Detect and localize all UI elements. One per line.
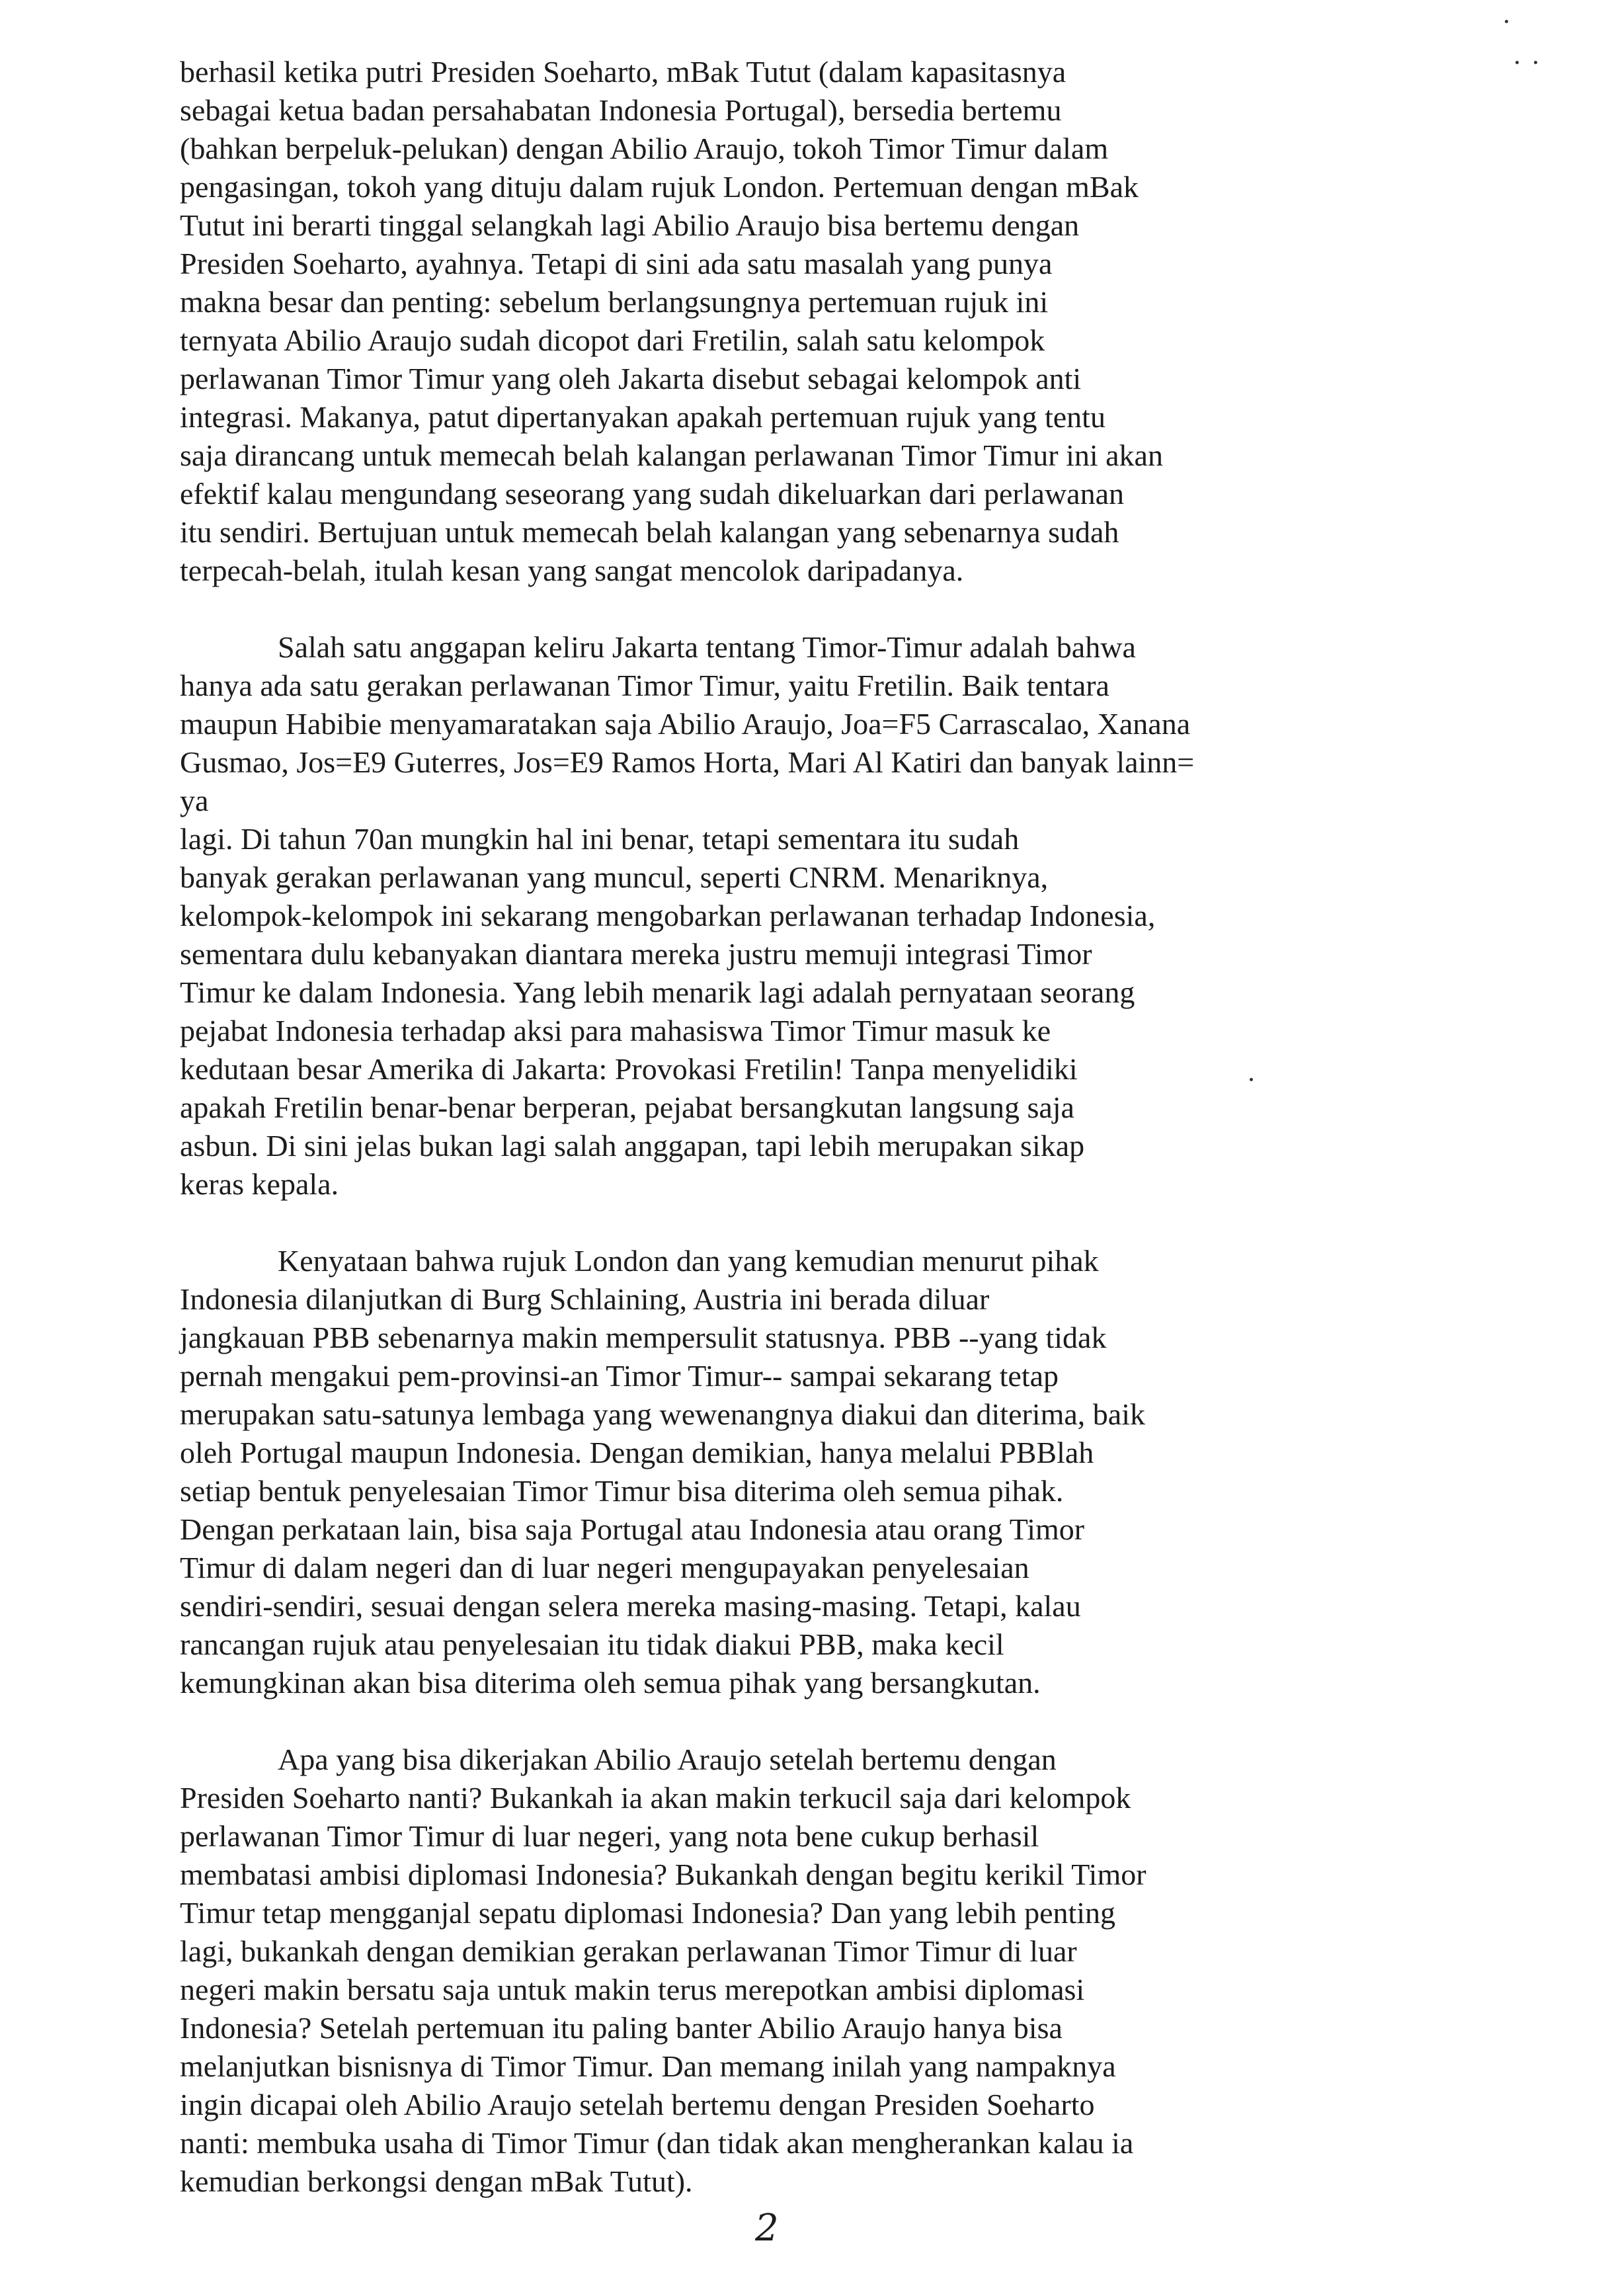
text-line: Presiden Soeharto, ayahnya. Tetapi di sini ada satu masalah yang punya: [180, 247, 1053, 280]
text-line: efektif kalau mengundang seseorang yang sudah dikeluarkan dari perlawanan: [180, 477, 1124, 511]
paragraph: [180, 1741, 1436, 2201]
text-line: ya: [180, 784, 209, 817]
text-line: sendiri-sendiri, sesuai dengan selera mereka masing-masing. Tetapi, kalau: [180, 1589, 1081, 1623]
text-line: lagi, bukankah dengan demikian gerakan perlawanan Timor Timur di luar: [180, 1934, 1077, 1968]
text-line: merupakan satu-satunya lembaga yang wewenangnya diakui dan diterima, baik: [180, 1397, 1145, 1431]
text-line: berhasil ketika putri Presiden Soeharto, mBak Tutut (dalam kapasitasnya: [180, 55, 1066, 89]
text-line: Dengan perkataan lain, bisa saja Portugal atau Indonesia atau orang Timor: [180, 1512, 1085, 1546]
text-line: sebagai ketua badan persahabatan Indonesia Portugal), bersedia bertemu: [180, 93, 1062, 127]
text-line: kemungkinan akan bisa diterima oleh semua pihak yang bersangkutan.: [180, 1666, 1041, 1700]
text-line: Timur di dalam negeri dan di luar negeri mengupayakan penyelesaian: [180, 1551, 1029, 1584]
text-line: melanjutkan bisnisnya di Timor Timur. Dan memang inilah yang nampaknya: [180, 2049, 1116, 2083]
text-line: Presiden Soeharto nanti? Bukankah ia akan makin terkucil saja dari kelompok: [180, 1781, 1131, 1815]
text-line: perlawanan Timor Timur di luar negeri, yang nota bene cukup berhasil: [180, 1819, 1039, 1853]
text-line: integrasi. Makanya, patut dipertanyakan apakah pertemuan rujuk yang tentu: [180, 400, 1106, 434]
text-line: asbun. Di sini jelas bukan lagi salah anggapan, tapi lebih merupakan sikap: [180, 1129, 1085, 1163]
scan-speck: [1515, 61, 1519, 64]
text-line: banyak gerakan perlawanan yang muncul, seperti CNRM. Menariknya,: [180, 860, 1049, 894]
scan-speck: [1534, 61, 1537, 64]
text-line: terpecah-belah, itulah kesan yang sangat mencolok daripadanya.: [180, 554, 964, 587]
text-line: makna besar dan penting: sebelum berlangsungnya pertemuan rujuk ini: [180, 285, 1049, 319]
text-line: negeri makin bersatu saja untuk makin terus merepotkan ambisi diplomasi: [180, 1973, 1085, 2006]
text-line: perlawanan Timor Timur yang oleh Jakarta disebut sebagai kelompok anti: [180, 362, 1082, 395]
text-line: jangkauan PBB sebenarnya makin mempersulit statusnya. PBB --yang tidak: [180, 1321, 1107, 1354]
text-line: maupun Habibie menyamaratakan saja Abilio Araujo, Joa=F5 Carrascalao, Xanana: [180, 707, 1191, 741]
text-line: Kenyataan bahwa rujuk London dan yang kemudian menurut pihak: [278, 1244, 1099, 1278]
text-line: apakah Fretilin benar-benar berperan, pejabat bersangkutan langsung saja: [180, 1090, 1074, 1124]
scan-speck: [1250, 1078, 1253, 1081]
text-line: ingin dicapai oleh Abilio Araujo setelah bertemu dengan Presiden Soeharto: [180, 2088, 1095, 2121]
text-line: saja dirancang untuk memecah belah kalangan perlawanan Timor Timur ini akan: [180, 438, 1163, 472]
text-line: rancangan rujuk atau penyelesaian itu tidak diakui PBB, maka kecil: [180, 1627, 1004, 1661]
text-line: keras kepala.: [180, 1167, 339, 1201]
text-line: Indonesia dilanjutkan di Burg Schlaining, Austria ini berada diluar: [180, 1282, 990, 1316]
paragraph: [180, 1242, 1436, 1702]
text-line: kemudian berkongsi dengan mBak Tutut).: [180, 2164, 693, 2198]
text-line: lagi. Di tahun 70an mungkin hal ini benar, tetapi sementara itu sudah: [180, 822, 1020, 856]
text-line: Timur ke dalam Indonesia. Yang lebih menarik lagi adalah pernyataan seorang: [180, 975, 1135, 1009]
text-line: ternyata Abilio Araujo sudah dicopot dari Fretilin, salah satu kelompok: [180, 323, 1045, 357]
text-line: Gusmao, Jos=E9 Guterres, Jos=E9 Ramos Horta, Mari Al Katiri dan banyak lainn=: [180, 745, 1195, 779]
text-line: sementara dulu kebanyakan diantara mereka justru memuji integrasi Timor: [180, 937, 1092, 971]
text-line: Indonesia? Setelah pertemuan itu paling banter Abilio Araujo hanya bisa: [180, 2011, 1063, 2045]
text-line: nanti: membuka usaha di Timor Timur (dan tidak akan mengherankan kalau ia: [180, 2126, 1134, 2160]
text-line: pengasingan, tokoh yang dituju dalam rujuk London. Pertemuan dengan mBak: [180, 170, 1139, 204]
scan-speck: [1505, 20, 1508, 23]
text-line: Salah satu anggapan keliru Jakarta tentang Timor-Timur adalah bahwa: [278, 630, 1136, 664]
text-line: kedutaan besar Amerika di Jakarta: Provokasi Fretilin! Tanpa menyelidiki: [180, 1052, 1078, 1086]
text-line: pernah mengakui pem-provinsi-an Timor Timur-- sampai sekarang tetap: [180, 1359, 1059, 1393]
paragraph: [180, 53, 1436, 590]
text-line: Timur tetap mengganjal sepatu diplomasi Indonesia? Dan yang lebih penting: [180, 1896, 1116, 1930]
text-line: hanya ada satu gerakan perlawanan Timor Timur, yaitu Fretilin. Baik tentara: [180, 669, 1109, 702]
text-line: Tutut ini berarti tinggal selangkah lagi Abilio Araujo bisa bertemu dengan: [180, 208, 1080, 242]
text-line: setiap bentuk penyelesaian Timor Timur bisa diterima oleh semua pihak.: [180, 1474, 1064, 1508]
text-line: kelompok-kelompok ini sekarang mengobarkan perlawanan terhadap Indonesia,: [180, 899, 1156, 932]
text-line: membatasi ambisi diplomasi Indonesia? Bukankah dengan begitu kerikil Timor: [180, 1858, 1146, 1891]
text-line: oleh Portugal maupun Indonesia. Dengan demikian, hanya melalui PBBlah: [180, 1436, 1094, 1469]
text-line: (bahkan berpeluk-pelukan) dengan Abilio Araujo, tokoh Timor Timur dalam: [180, 132, 1109, 165]
text-line: pejabat Indonesia terhadap aksi para mahasiswa Timor Timur masuk ke: [180, 1014, 1051, 1047]
text-line: Apa yang bisa dikerjakan Abilio Araujo setelah bertemu dengan: [278, 1742, 1057, 1776]
page-number: 2: [755, 2207, 779, 2250]
document-body: [180, 53, 1436, 2201]
paragraph: [180, 628, 1436, 1204]
text-line: itu sendiri. Bertujuan untuk memecah belah kalangan yang sebenarnya sudah: [180, 515, 1119, 549]
